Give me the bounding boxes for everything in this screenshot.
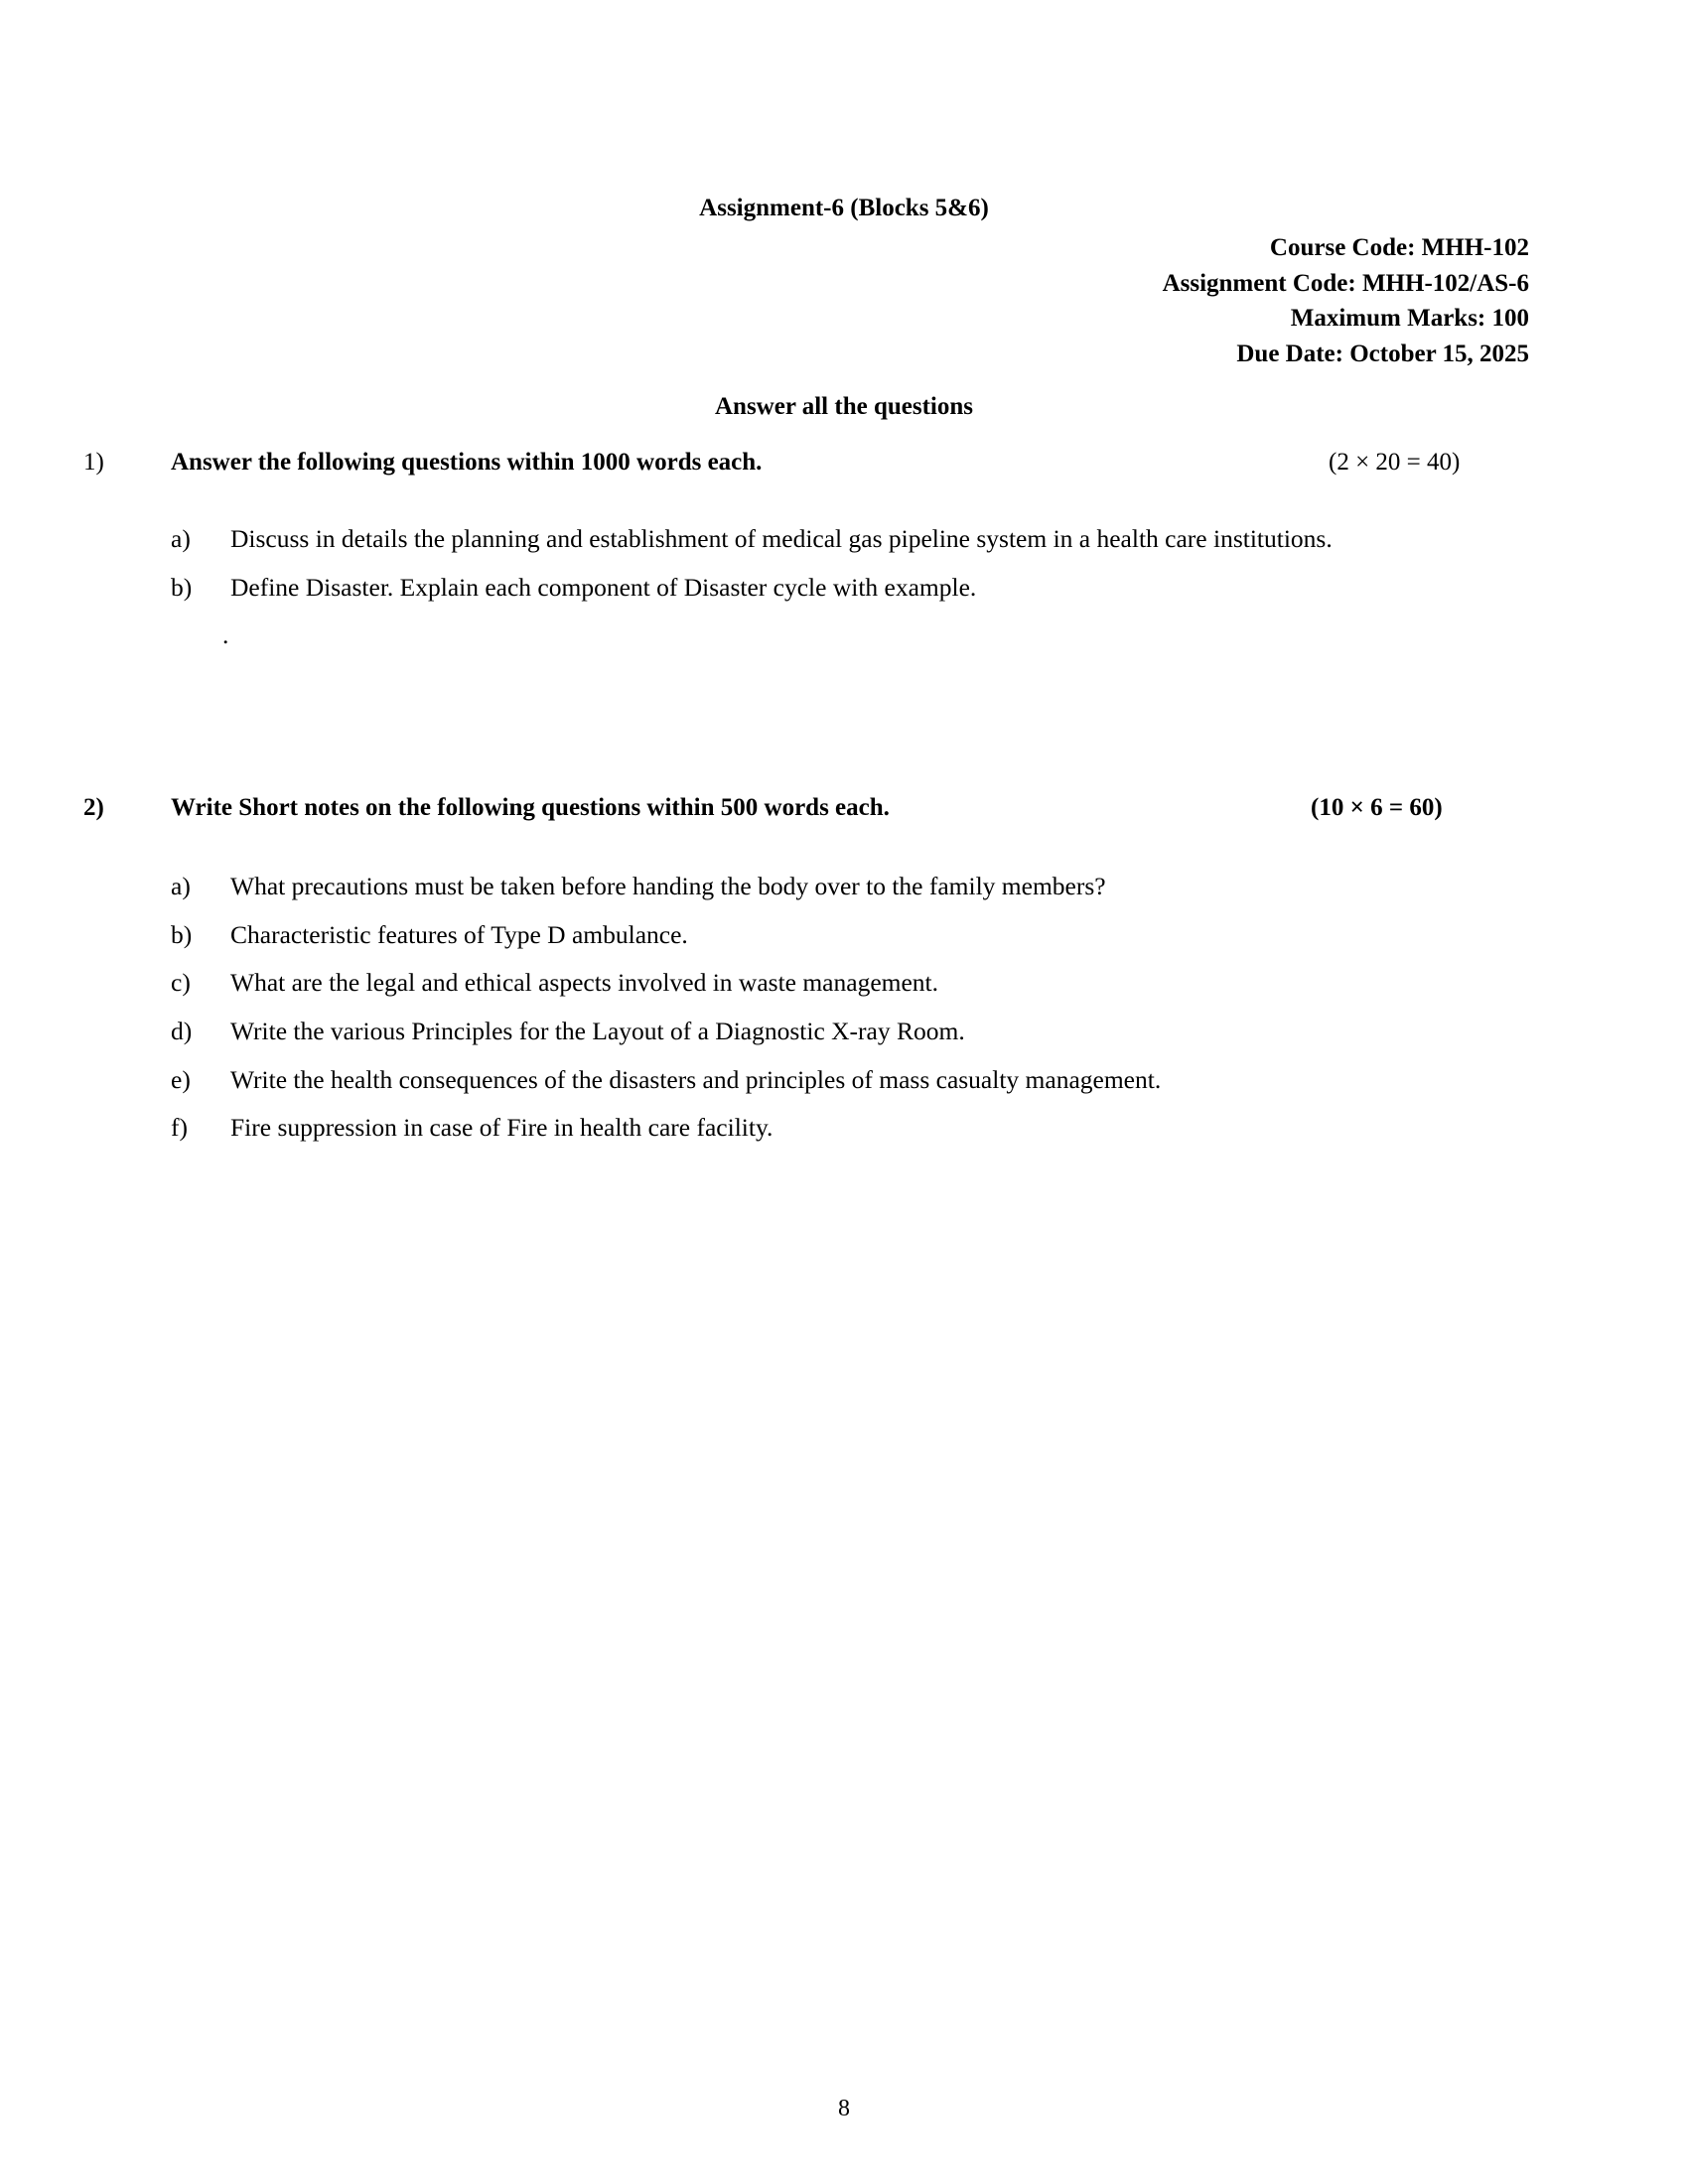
question-1-marks: (2 × 20 = 40) xyxy=(1329,449,1461,476)
sub-item-label: a) xyxy=(171,872,191,900)
list-item xyxy=(0,571,1688,606)
list-item xyxy=(0,918,1688,953)
list-item xyxy=(0,966,1688,1001)
question-1-subitems xyxy=(0,522,1688,653)
sub-item-label: e) xyxy=(171,1064,191,1094)
list-item xyxy=(0,522,1688,557)
page-title: Assignment-6 (Blocks 5&6) xyxy=(699,195,989,221)
meta-course-code: Course Code: MHH-102 xyxy=(1269,234,1529,261)
question-1 xyxy=(0,449,1688,653)
sub-item-text: Discuss in details the planning and establishment of medical gas pipeline system in a health care institutions. xyxy=(230,524,1333,553)
sub-item-label: f) xyxy=(171,1113,188,1143)
sub-item-text: Write the health consequences of the disasters and principles of mass casualty management. xyxy=(230,1064,1162,1094)
list-item xyxy=(0,870,1688,904)
question-2-heading xyxy=(0,794,1688,828)
sub-item-label: a) xyxy=(171,524,191,553)
sub-item-text: What precautions must be taken before handing the body over to the family members? xyxy=(230,872,1106,900)
meta-assignment-code: Assignment Code: MHH-102/AS-6 xyxy=(1162,269,1529,297)
meta-due-date: Due Date: October 15, 2025 xyxy=(1236,340,1529,367)
instruction-text: Answer all the questions xyxy=(715,393,973,420)
sub-item-label: d) xyxy=(171,1017,193,1046)
question-1-prompt: Answer the following questions within 1000 words each. xyxy=(171,449,763,476)
question-2 xyxy=(0,794,1688,1160)
sub-item-label: c) xyxy=(171,968,191,998)
sub-item-text: Characteristic features of Type D ambulance. xyxy=(230,919,688,949)
question-1-heading xyxy=(0,449,1688,482)
sub-item-label: b) xyxy=(171,919,193,949)
question-2-subitems xyxy=(0,870,1688,1146)
sub-item-text: Write the various Principles for the Layout of a Diagnostic X-ray Room. xyxy=(230,1017,965,1046)
list-item xyxy=(0,1015,1688,1049)
question-1-number: 1) xyxy=(83,449,104,476)
course-meta-block xyxy=(1163,230,1529,371)
list-item xyxy=(0,1063,1688,1098)
question-2-number: 2) xyxy=(83,794,104,821)
question-2-prompt: Write Short notes on the following questions within 500 words each. xyxy=(171,794,890,821)
list-item xyxy=(0,1111,1688,1146)
sub-item-text: Define Disaster. Explain each component of Disaster cycle with example. xyxy=(230,572,977,602)
question-2-marks: (10 × 6 = 60) xyxy=(1311,794,1443,821)
sub-item-label: b) xyxy=(171,572,193,602)
page-number: 8 xyxy=(838,2096,850,2121)
sub-item-text: Fire suppression in case of Fire in health care facility. xyxy=(230,1113,774,1143)
trailing-period: . xyxy=(222,620,229,650)
sub-item-text: What are the legal and ethical aspects involved in waste management. xyxy=(230,968,939,998)
meta-maximum-marks: Maximum Marks: 100 xyxy=(1290,305,1529,332)
